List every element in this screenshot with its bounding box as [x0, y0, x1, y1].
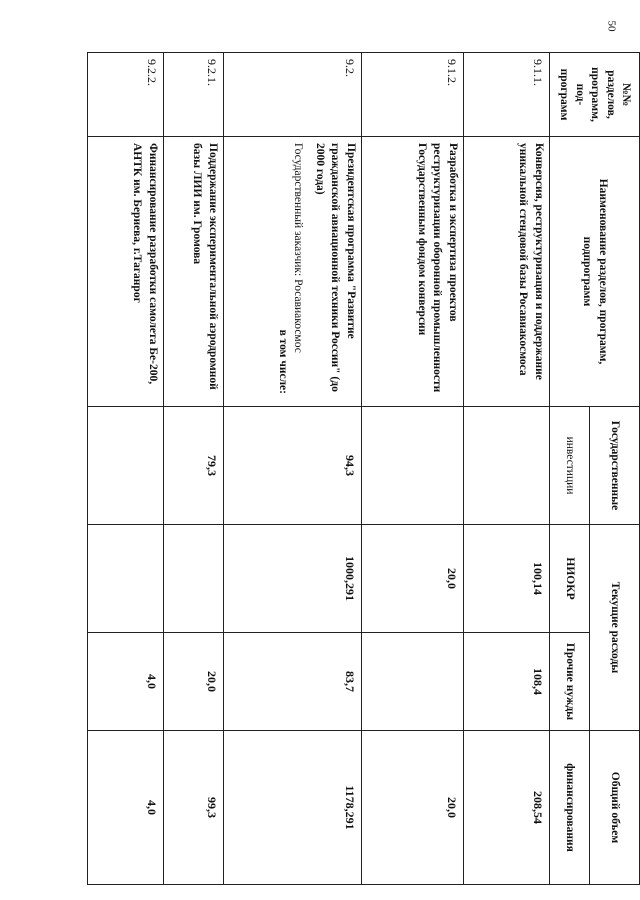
row-gov	[88, 407, 164, 525]
row-niokr: 100,14	[464, 525, 550, 633]
row-niokr: 20,0	[362, 525, 464, 633]
financing-table	[87, 52, 640, 885]
rotated-table-wrapper	[50, 52, 640, 884]
row-total: 99,3	[164, 731, 224, 885]
row-code: 9.1.2.	[362, 53, 464, 137]
row-other: 4,0	[88, 633, 164, 731]
table-row	[88, 53, 164, 885]
row-niokr	[164, 525, 224, 633]
row-name-cell	[224, 137, 362, 407]
header-other: Прочие нужды	[550, 633, 590, 731]
row-gov: 79,3	[164, 407, 224, 525]
table-row	[362, 53, 464, 885]
header-total: Общий объем	[590, 731, 640, 885]
row-niokr: 1000,291	[224, 525, 362, 633]
row-total: 4,0	[88, 731, 164, 885]
header-row-1	[590, 53, 640, 885]
header-total-sub: финансирования	[550, 731, 590, 885]
row-code: 9.2.	[224, 53, 362, 137]
header-niokr: НИОКР	[550, 525, 590, 633]
row-other	[362, 633, 464, 731]
row-other: 83,7	[224, 633, 362, 731]
row-other: 20,0	[164, 633, 224, 731]
header-gov: Государственные	[590, 407, 640, 525]
row-total: 1178,291	[224, 731, 362, 885]
row-niokr	[88, 525, 164, 633]
table-row	[464, 53, 550, 885]
header-name: Наименование разделов, программ, подпрограмм	[550, 137, 640, 407]
row-included: в том числе:	[276, 329, 289, 394]
row-code: 9.2.1.	[164, 53, 224, 137]
row-total: 208,54	[464, 731, 550, 885]
header-gov-sub: инвестиции	[550, 407, 590, 525]
row-gov	[464, 407, 550, 525]
row-customer: Государственный заказчик: Росавиакосмос	[292, 143, 305, 353]
row-name: Конверсия, реструктуризация и поддержание уникальной стендовой базы Росавиакосмоса	[464, 137, 550, 407]
table-row	[224, 53, 362, 885]
row-code: 9.1.1.	[464, 53, 550, 137]
table-row	[164, 53, 224, 885]
row-total: 20,0	[362, 731, 464, 885]
row-code: 9.2.2.	[88, 53, 164, 137]
header-current: Текущие расходы	[590, 525, 640, 731]
page-number: 50	[605, 20, 618, 32]
row-name: Финансирование разработки самолета Бе-200, АНТК им. Бериева, г.Таганрог	[88, 137, 164, 407]
row-gov	[362, 407, 464, 525]
row-name: Разработка и экспертиза проектов реструктуризации оборонной промышленности Государственным фондом конверсии	[362, 137, 464, 407]
row-other: 108,4	[464, 633, 550, 731]
header-num: №№ разделов, программ, под-программ	[550, 53, 640, 137]
row-gov: 94,3	[224, 407, 362, 525]
row-name: Президентская программа "Развитие гражданской авиационной техники России" (до 2000 года)	[313, 143, 357, 392]
row-name: Поддержание экспериментальной аэродромной базы ЛИИ им. Громова	[164, 137, 224, 407]
